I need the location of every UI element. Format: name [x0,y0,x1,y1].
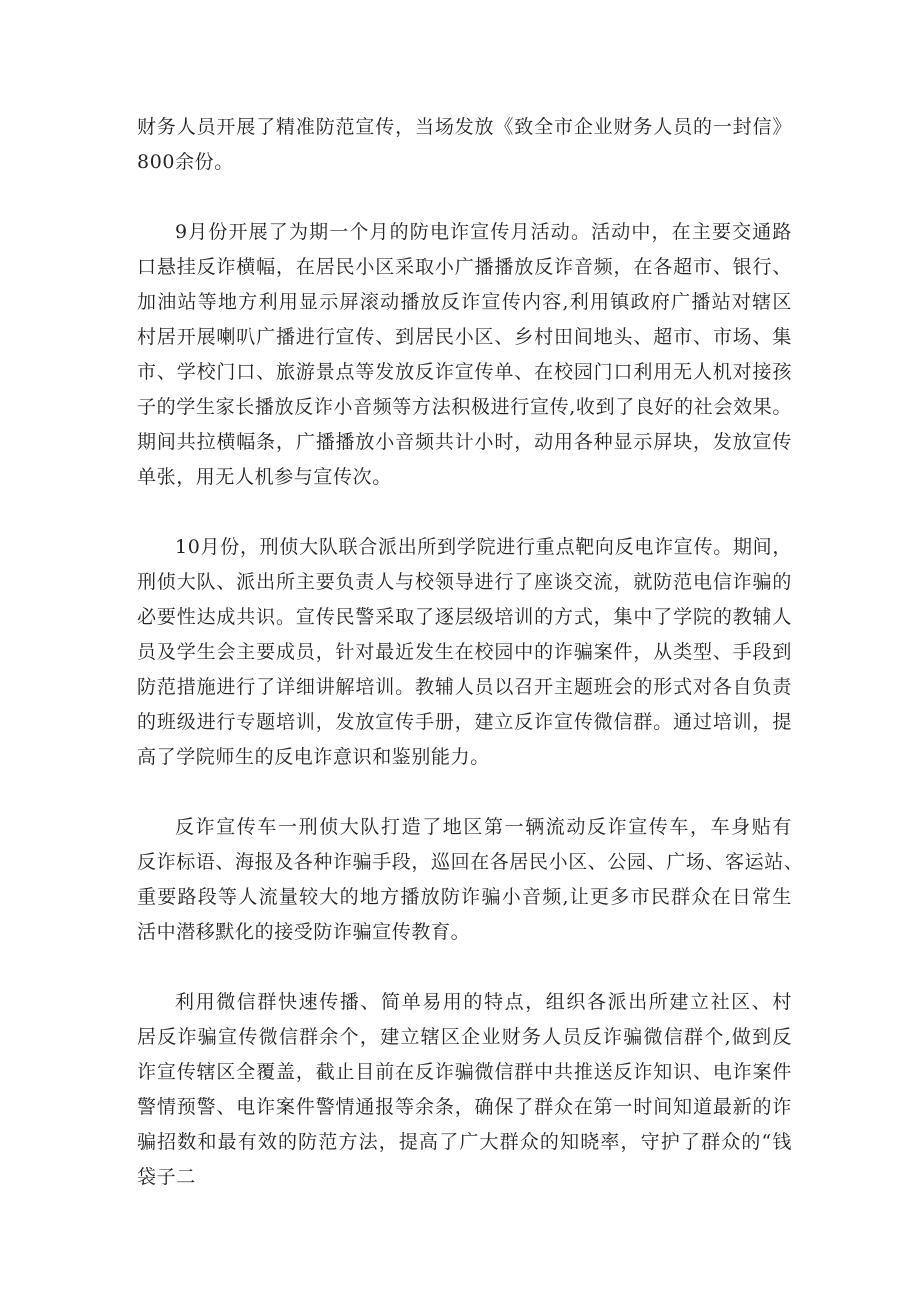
text-line: 重要路段等人流量较大的地方播放防诈骗小音频,让更多市民群众在日常生 [137,886,792,908]
text-line: 高了学院师生的反电诈意识和鉴别能力。 [137,746,490,768]
text-line: 骗招数和最有效的防范方法，提高了广大群众的知晓率，守护了群众的“钱 [137,1131,792,1153]
text-line: 村居开展喇叭广播进行宣传、到居民小区、乡村田间地头、超市、市场、集 [137,326,792,348]
text-line: 子的学生家长播放反诈小音频等方法积极进行宣传,收到了良好的社会效果。 [137,396,792,418]
text-line: 期间共拉横幅条，广播播放小音频共计小时，动用各种显示屏块，发放宣传 [137,431,792,453]
text-line: 的班级进行专题培训，发放宣传手册，建立反诈宣传微信群。通过培训，提 [137,711,792,733]
text-line: 诈宣传辖区全覆盖，截止目前在反诈骗微信群中共推送反诈知识、电诈案件 [137,1061,792,1083]
text-line: 反诈标语、海报及各种诈骗手段，巡回在各居民小区、公园、广场、客运站、 [137,851,804,873]
text-line: 加油站等地方利用显示屏滚动播放反诈宣传内容,利用镇政府广播站对辖区 [137,291,792,313]
text-line: 反诈宣传车一刑侦大队打造了地区第一辆流动反诈宣传车，车身贴有 [175,816,792,838]
text-line: 袋子二 [137,1166,196,1188]
text-line: 警情预警、电诈案件警情通报等余条，确保了群众在第一时间知道最新的诈 [137,1096,792,1118]
text-line: 市、学校门口、旅游景点等发放反诈宣传单、在校园门口利用无人机对接孩 [137,361,792,383]
paragraph-3 [137,530,792,775]
document-body [137,110,804,1195]
text-line: 单张，用无人机参与宣传次。 [137,466,392,488]
text-line: 防范措施进行了详细讲解培训。教辅人员以召开主题班会的形式对各自负责 [137,676,792,698]
text-line: 财务人员开展了精准防范宣传，当场发放《致全市企业财务人员的一封信》 [137,116,792,138]
paragraph-1 [137,110,792,180]
text-line: 9月份开展了为期一个月的防电诈宣传月活动。活动中，在主要交通路 [175,221,792,243]
text-line: 800余份。 [137,151,234,173]
paragraph-4 [137,810,804,950]
paragraph-5 [137,985,792,1195]
text-line: 员及学生会主要成员，针对最近发生在校园中的诈骗案件，从类型、手段到 [137,641,792,663]
text-line: 利用微信群快速传播、简单易用的特点，组织各派出所建立社区、村 [175,991,792,1013]
paragraph-2 [137,215,792,495]
text-line: 刑侦大队、派出所主要负责人与校领导进行了座谈交流，就防范电信诈骗的 [137,571,792,593]
text-line: 居反诈骗宣传微信群余个，建立辖区企业财务人员反诈骗微信群个,做到反 [137,1026,792,1048]
text-line: 必要性达成共识。宣传民警采取了逐层级培训的方式，集中了学院的教辅人 [137,606,792,628]
text-line: 口悬挂反诈横幅，在居民小区采取小广播播放反诈音频，在各超市、银行、 [137,256,792,278]
text-line: 10月份，刑侦大队联合派出所到学院进行重点靶向反电诈宣传。期间， [175,536,792,558]
text-line: 活中潜移默化的接受防诈骗宣传教育。 [137,921,471,943]
